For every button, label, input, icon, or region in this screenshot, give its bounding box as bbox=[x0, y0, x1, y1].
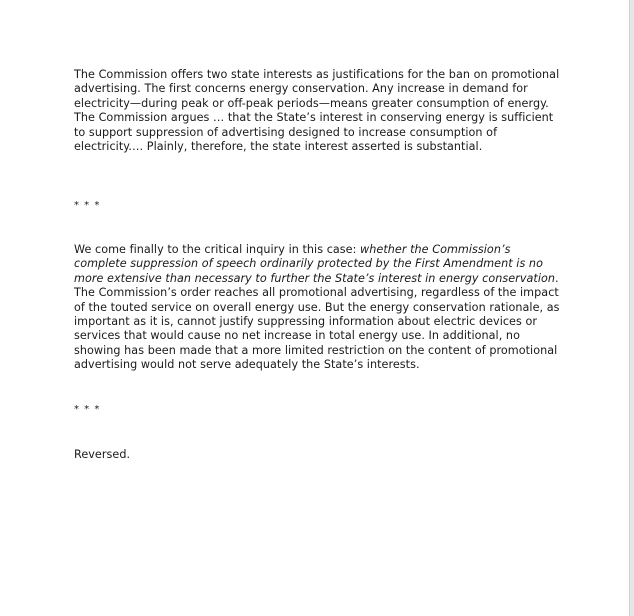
paragraph-disposition: Reversed. bbox=[74, 448, 131, 461]
paragraph-rest-text: . The Commission’s order reaches all promotional advertising, regardless of the impact of the touted service on overall energy use. But the energy conservation rationale, as important as it is, cannot justify suppressing information about electric devices or services that would cause no net increase in total energy use. In additional, no showing has been made that a more limited restriction on the content of promotional advertising would not serve adequately the State’s interests. bbox=[74, 271, 560, 372]
paragraph-critical-inquiry bbox=[74, 243, 560, 373]
paragraph-italic-text: whether the Commission’s complete suppression of speech ordinarily protected by the First Amendment is no more extensive than necessary to further the State’s interest in energy conservation bbox=[74, 243, 556, 285]
scrollbar[interactable] bbox=[629, 0, 634, 616]
paragraph-energy-conservation: The Commission offers two state interests as justifications for the ban on promotional advertising. The first concerns energy conservation. Any increase in demand for electricity—during peak or off-peak periods—means greater consumption of energy. The Commission argues … that the State’s interest in conserving energy is sufficient to support suppression of advertising designed to increase consumption of electricity.… Plainly, therefore, the state interest asserted is substantial. bbox=[74, 68, 560, 154]
section-separator: * * * bbox=[74, 200, 101, 211]
section-separator: * * * bbox=[74, 404, 101, 415]
paragraph-intro-text: We come finally to the critical inquiry in this case: bbox=[74, 243, 361, 256]
